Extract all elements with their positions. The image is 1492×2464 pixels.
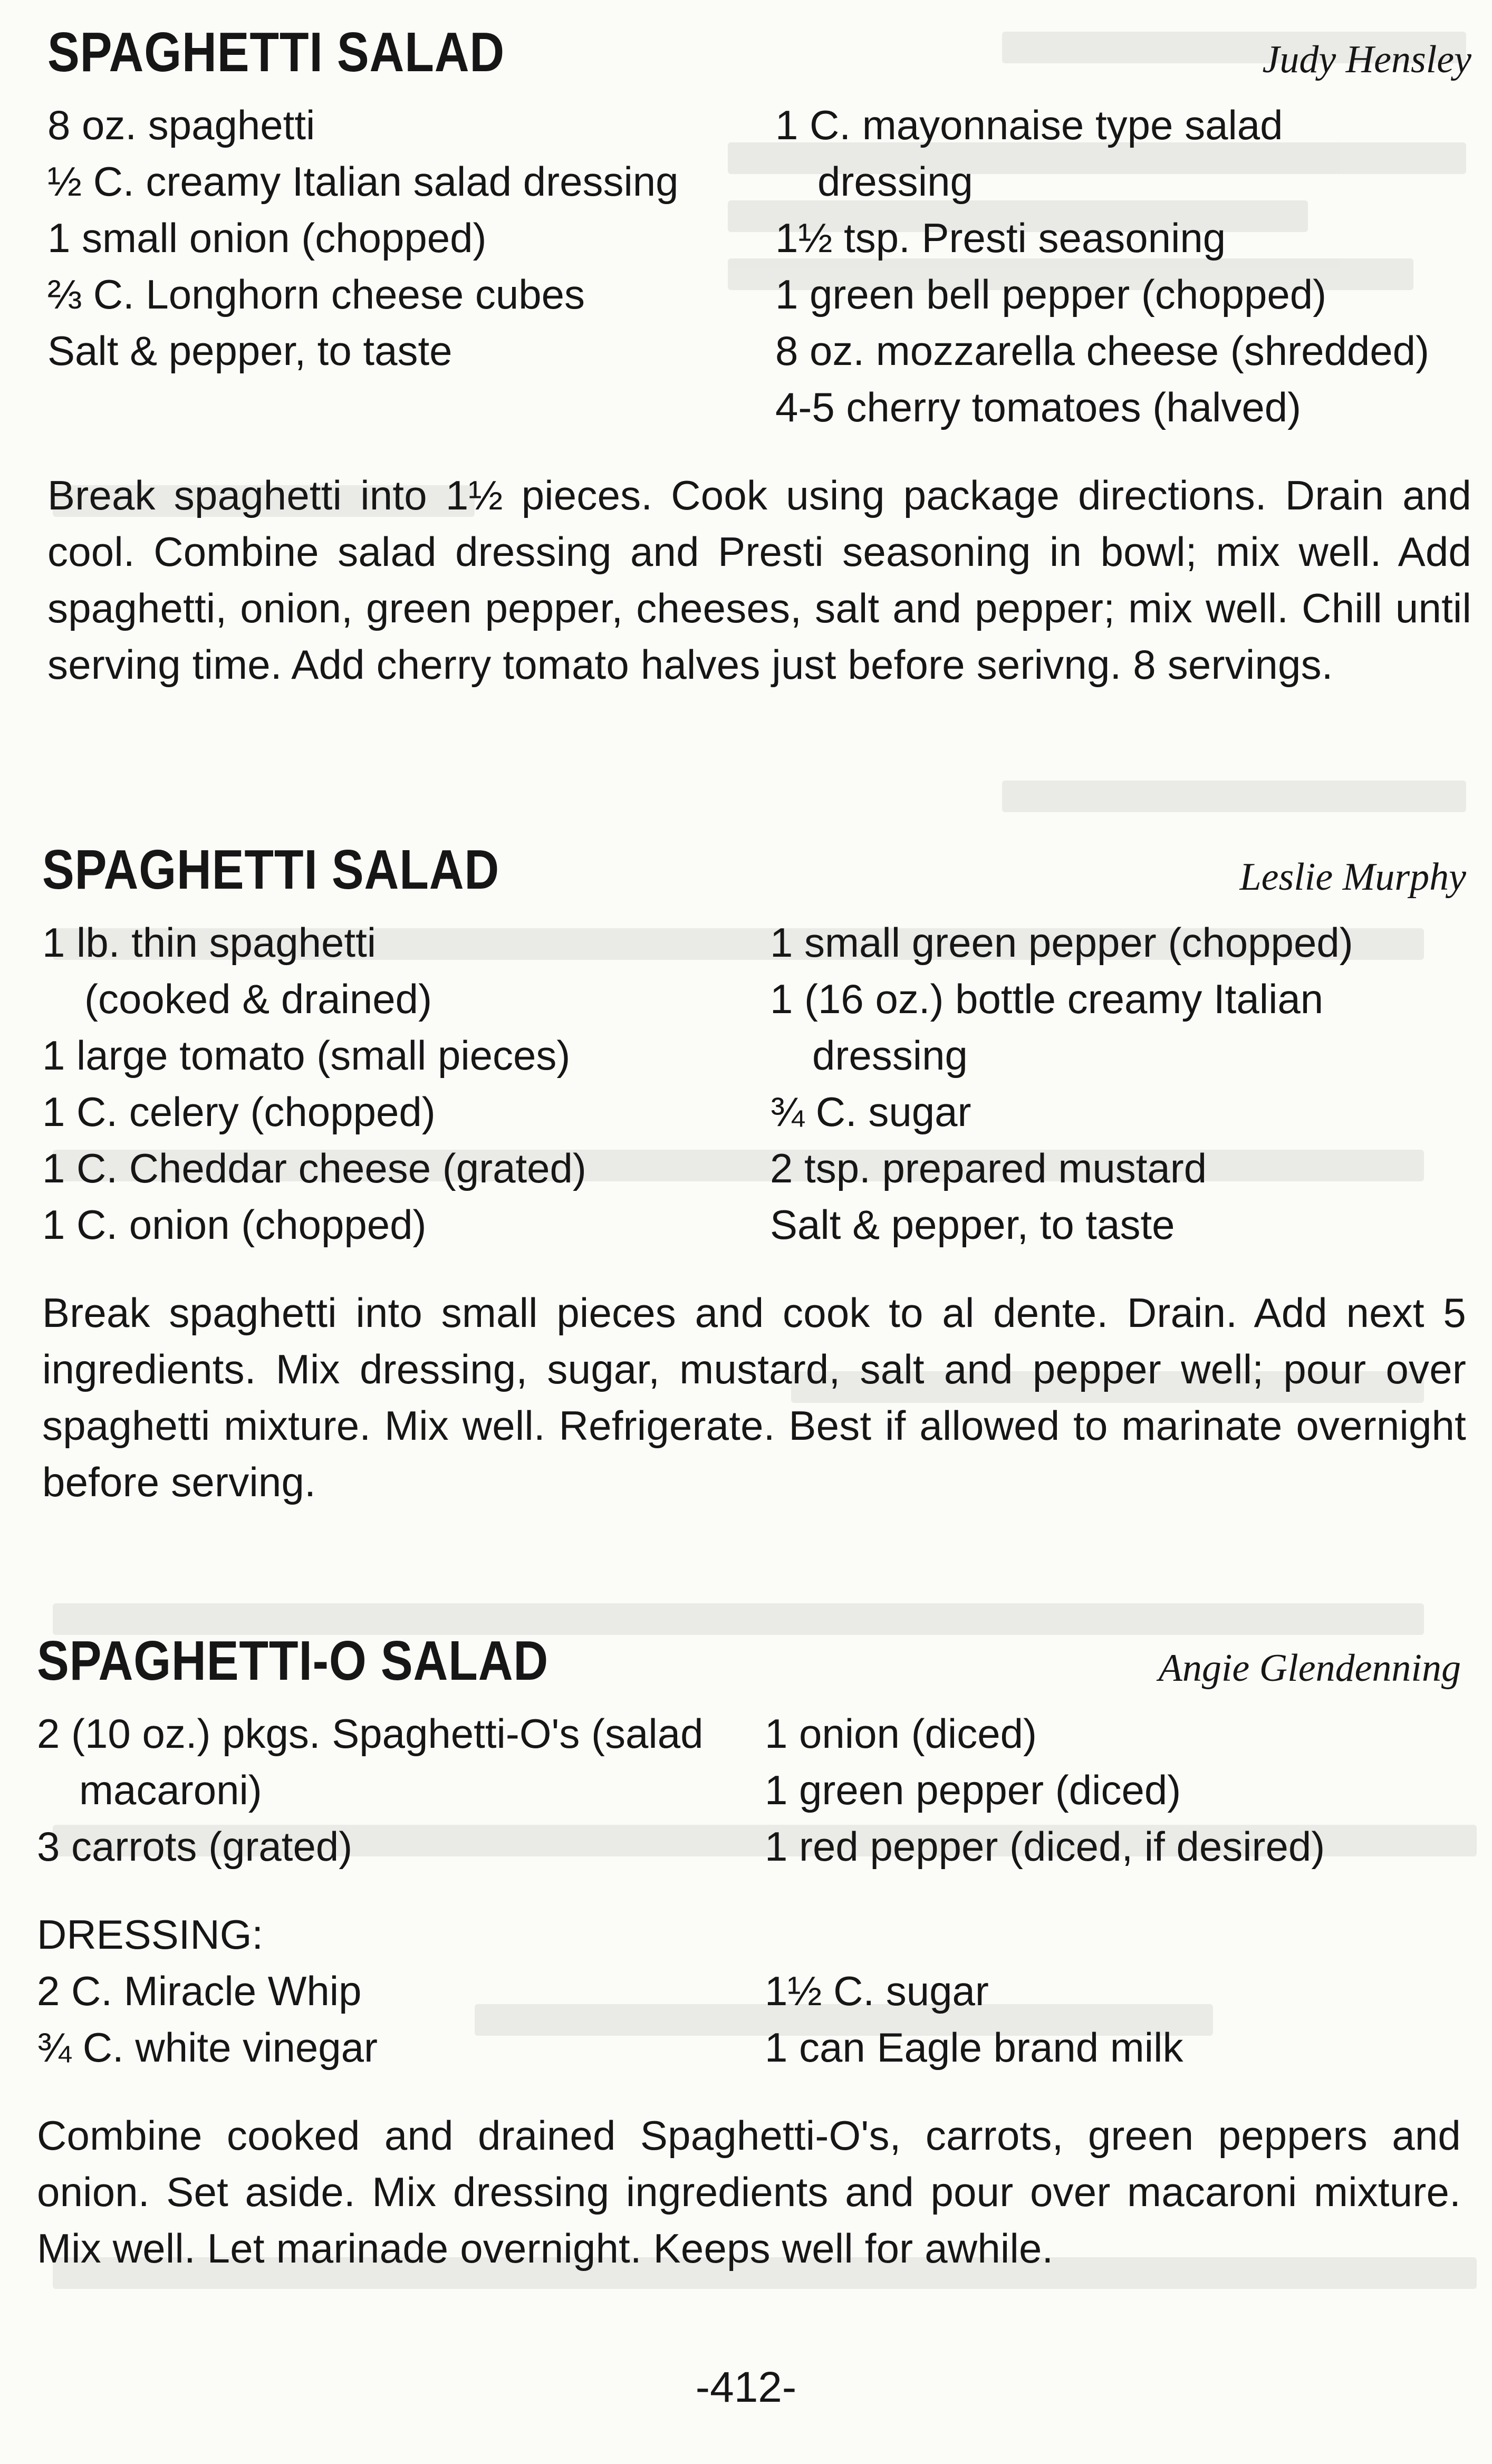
recipe-title: SPAGHETTI-O SALAD <box>37 1630 549 1692</box>
ingredient: 8 oz. spaghetti <box>47 102 315 148</box>
ingredient: 1 large tomato (small pieces) <box>42 1032 571 1079</box>
ingredient: 2 tsp. prepared mustard <box>770 1145 1207 1191</box>
ingredient: 1 small onion (chopped) <box>47 215 487 261</box>
recipe-title: SPAGHETTI SALAD <box>42 839 500 901</box>
recipe-author: Angie Glendenning <box>1158 1647 1461 1690</box>
ingredient: 1 C. celery (chopped) <box>42 1089 436 1135</box>
dressing-left <box>37 1963 765 2076</box>
ingredients-left <box>47 97 775 436</box>
ingredient: 1 can Eagle brand milk <box>765 2024 1183 2071</box>
recipe-directions: Break spaghetti into 1½ pieces. Cook using package directions. Drain and cool. Combine salad dressing and Presti seasoning in bowl; mix well. Add spaghetti, onion, green pepper, cheeses, salt and pepper; mix well. Chill until serving time. Add cherry tomato halves just before serivng. 8 servings. <box>47 472 1471 688</box>
ingredients-right <box>775 97 1471 436</box>
ingredient: 1 C. onion (chopped) <box>42 1201 427 1248</box>
ingredient: 1 onion (diced) <box>765 1710 1037 1757</box>
recipe-1 <box>47 21 1471 693</box>
ingredient: 1 small green pepper (chopped) <box>770 919 1353 966</box>
ingredient: ⅔ C. Longhorn cheese cubes <box>47 271 585 317</box>
ingredient: 1 (16 oz.) bottle creamy Italian dressing <box>770 976 1324 1079</box>
ingredient: 1 C. Cheddar cheese (grated) <box>42 1145 586 1191</box>
ingredient: 1 green bell pepper (chopped) <box>775 271 1327 317</box>
dressing-right <box>765 1963 1461 2076</box>
ingredients-left <box>42 915 770 1253</box>
ingredient: ¾ C. sugar <box>770 1089 971 1135</box>
recipe-header <box>47 21 1471 90</box>
dressing-columns <box>37 1963 1461 2076</box>
recipe-3 <box>37 1630 1461 2277</box>
ingredients-right <box>770 915 1466 1253</box>
ingredient: 1 lb. thin spaghetti (cooked & drained) <box>42 919 432 1022</box>
recipe-header <box>37 1630 1461 1698</box>
ingredient: ¾ C. white vinegar <box>37 2024 378 2071</box>
ingredient: 8 oz. mozzarella cheese (shredded) <box>775 328 1429 374</box>
page-number: -412- <box>695 2363 797 2411</box>
ingredient: 1 red pepper (diced, if desired) <box>765 1823 1325 1870</box>
ingredient: 1½ C. sugar <box>765 1968 989 2014</box>
recipe-author: Judy Hensley <box>1262 38 1471 81</box>
ingredient: 2 (10 oz.) pkgs. Spaghetti-O's (salad macaroni) <box>37 1710 704 1813</box>
ingredient: Salt & pepper, to taste <box>770 1201 1175 1248</box>
ingredient: ½ C. creamy Italian salad dressing <box>47 158 679 205</box>
dressing-heading: DRESSING: <box>37 1911 264 1958</box>
ingredient: 2 C. Miracle Whip <box>37 1968 362 2014</box>
ingredients-left <box>37 1706 765 1875</box>
recipe-header <box>42 839 1466 907</box>
ingredients-columns <box>47 97 1471 436</box>
ingredient: 4-5 cherry tomatoes (halved) <box>775 384 1302 430</box>
ingredients-columns <box>37 1706 1461 1875</box>
ingredient: Salt & pepper, to taste <box>47 328 453 374</box>
ingredient: 1 C. mayonnaise type salad dressing <box>775 102 1283 205</box>
recipe-title: SPAGHETTI SALAD <box>47 21 505 83</box>
recipe-2 <box>42 839 1466 1510</box>
recipe-directions: Combine cooked and drained Spaghetti-O's, carrots, green peppers and onion. Set aside. Mix dressing ingredients and pour over macaroni mixture. Mix well. Let marinade overnight. Keeps well for awhile. <box>37 2112 1461 2272</box>
recipe-directions: Break spaghetti into small pieces and cook to al dente. Drain. Add next 5 ingredients. Mix dressing, sugar, mustard, salt and pepper well; pour over spaghetti mixture. Mix well. Refrigerate. Best if allowed to marinate overnight before serving. <box>42 1289 1466 1505</box>
ingredient: 3 carrots (grated) <box>37 1823 353 1870</box>
ingredients-right <box>765 1706 1461 1875</box>
recipe-author: Leslie Murphy <box>1239 855 1466 899</box>
ingredients-columns <box>42 915 1466 1253</box>
ingredient: 1½ tsp. Presti seasoning <box>775 215 1226 261</box>
ingredient: 1 green pepper (diced) <box>765 1767 1181 1813</box>
